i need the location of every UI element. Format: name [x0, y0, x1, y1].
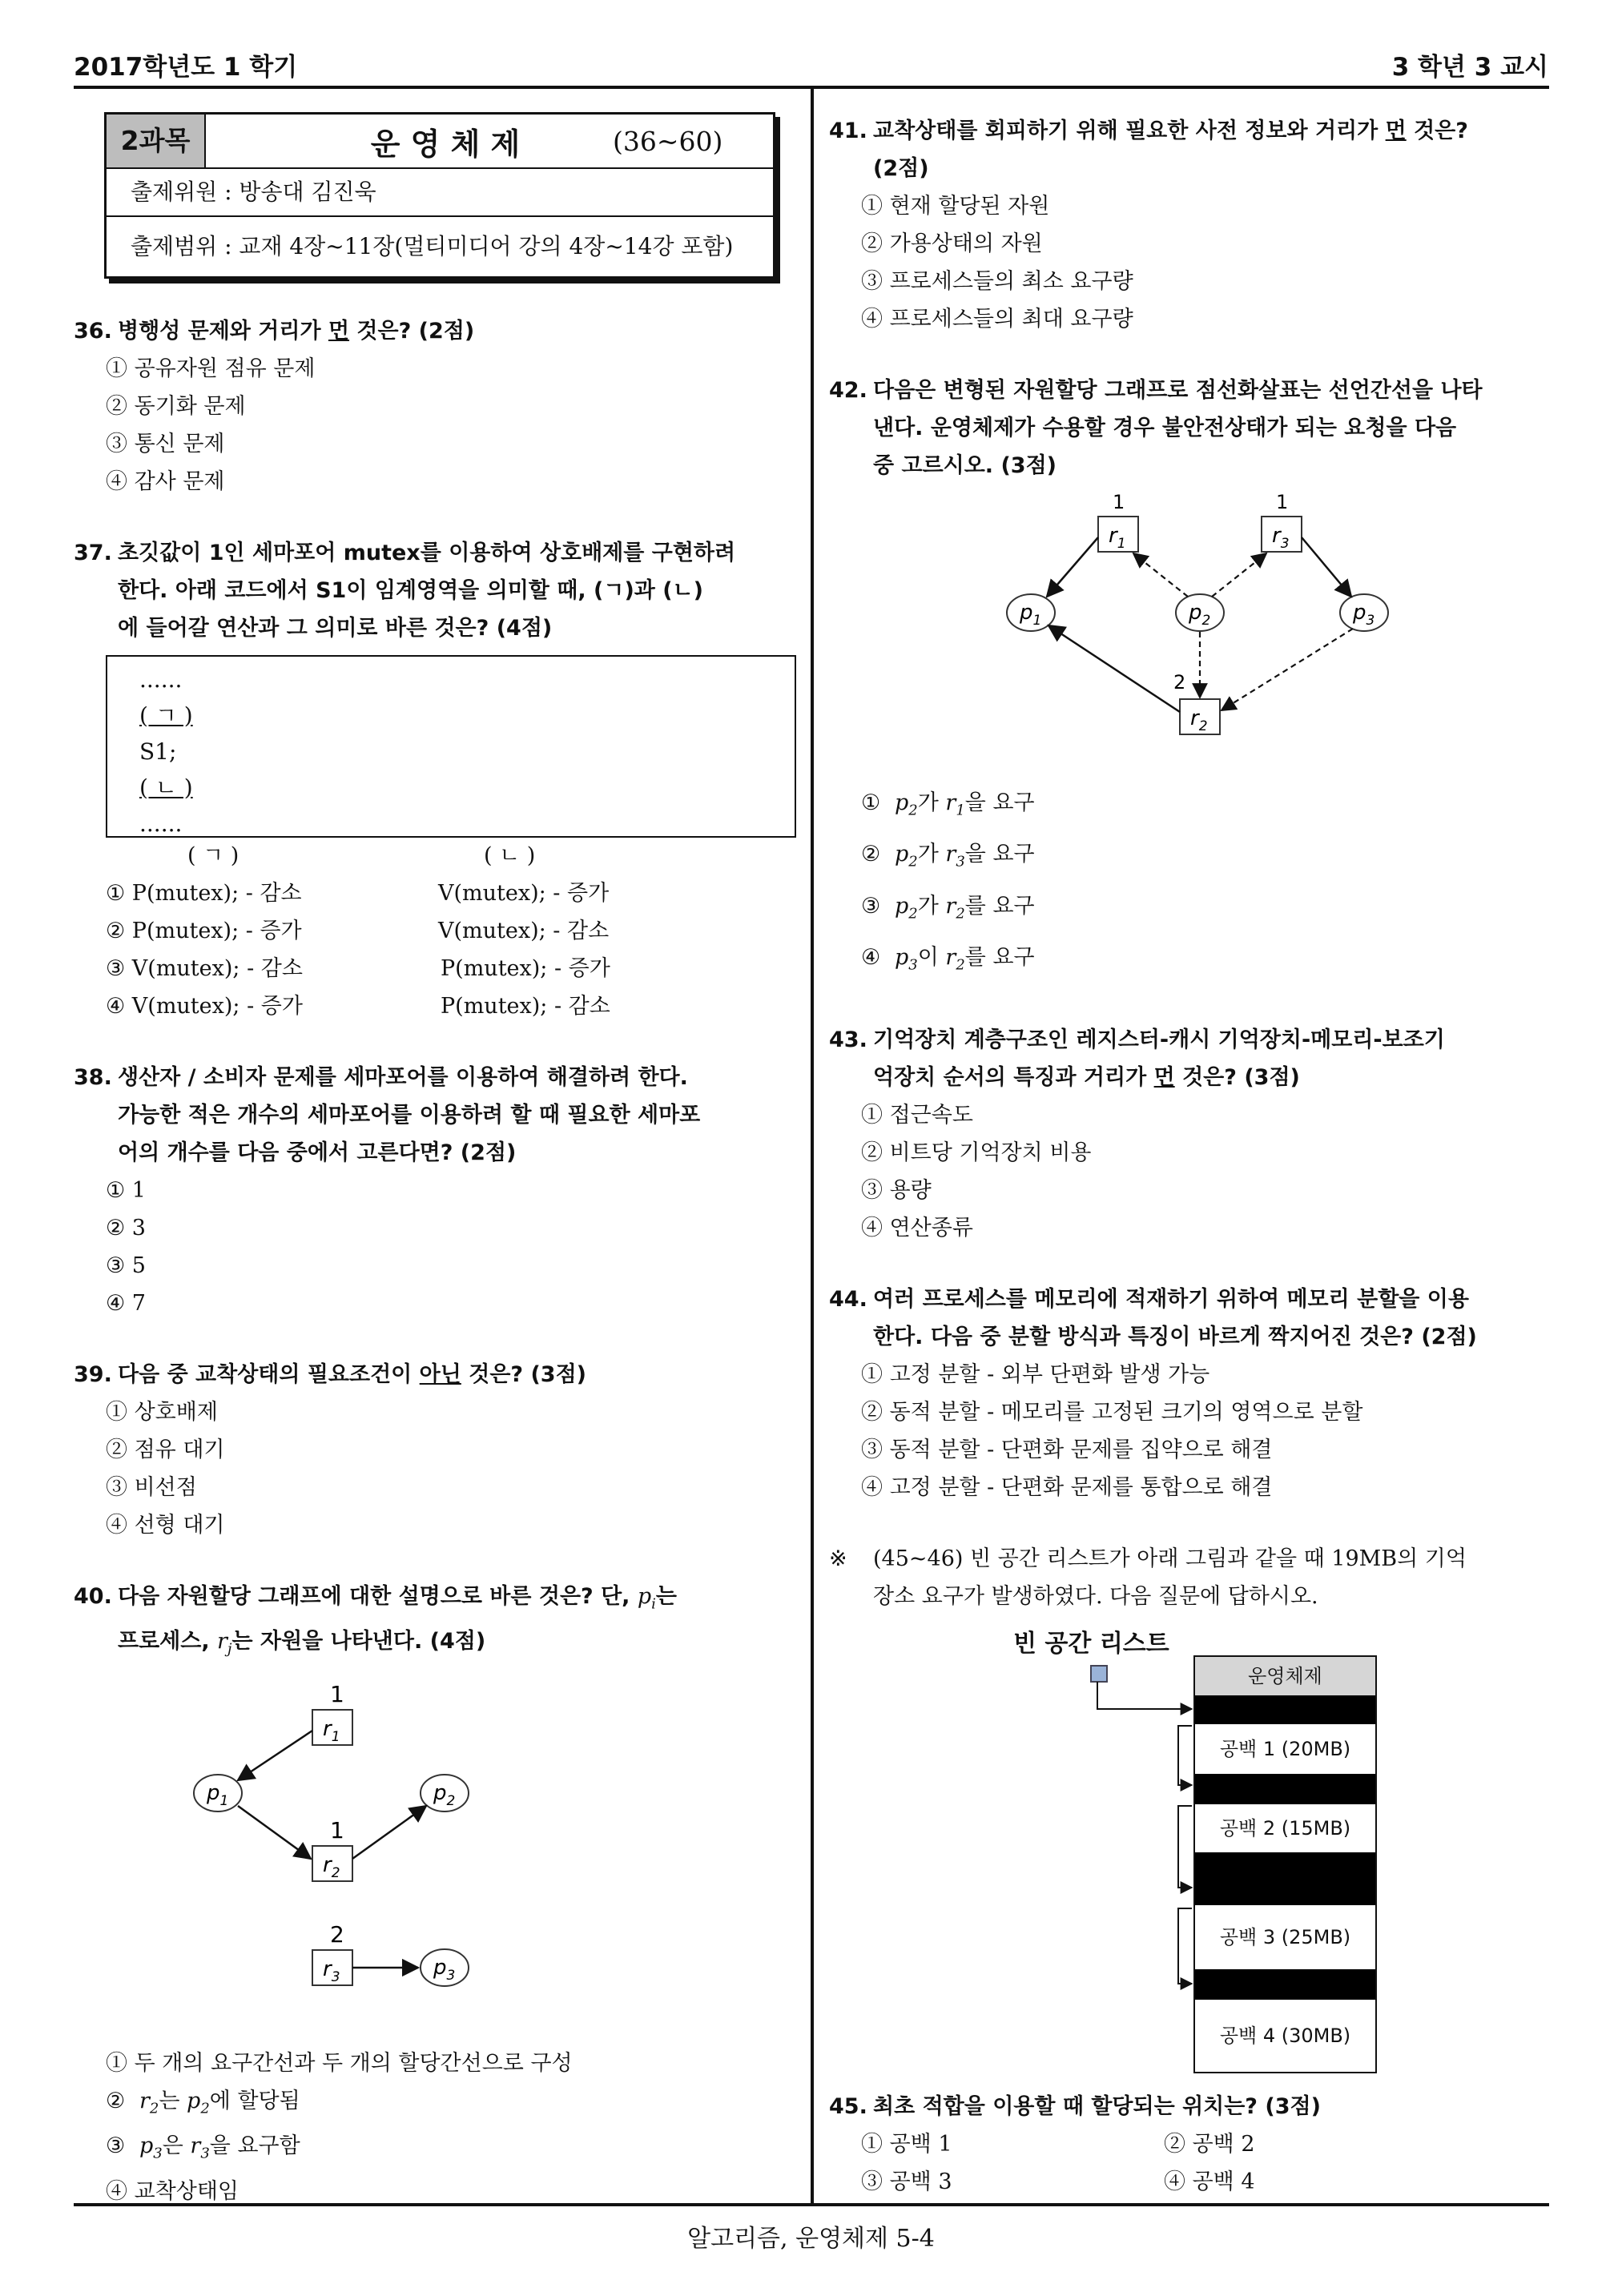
- question-42: [829, 372, 1554, 987]
- free-list-pointers: [829, 1615, 1554, 2088]
- question-44: [829, 1281, 1554, 1506]
- choice-4[interactable]: ④ 연산종류: [861, 1215, 973, 1240]
- choice-3[interactable]: ③ 프로세스들의 최소 요구량: [861, 269, 1133, 294]
- note-mark: ※: [829, 1546, 847, 1571]
- node-label-r2: r: [323, 1852, 332, 1877]
- hole-1: 공백 1 (20MB): [1195, 1724, 1375, 1774]
- question-39: [74, 1356, 799, 1544]
- question-text-line: 다음은 변형된 자원할당 그래프로 점선화살표는 선언간선을 나타: [873, 378, 1483, 403]
- code-box: [106, 655, 796, 838]
- hole-2: 공백 2 (15MB): [1195, 1804, 1375, 1852]
- choice-4[interactable]: ④ 공백 4: [1164, 2169, 1255, 2194]
- choice-2[interactable]: [74, 912, 799, 950]
- question-text-line: 기억장치 계층구조인 레지스터-캐시 기억장치-메모리-보조기: [873, 1027, 1445, 1052]
- node-subscript: 1: [219, 1792, 229, 1809]
- subject-scope: 출제범위 : 교재 4장~11장(멀티미디어 강의 4장~14강 포함): [131, 233, 734, 259]
- symbol-rj: $r_j$: [217, 1629, 232, 1658]
- choice-2[interactable]: ② 비트당 기억장치 비용: [861, 1140, 1092, 1165]
- question-45: [829, 2088, 1554, 2201]
- choice-4[interactable]: ④ 프로세스들의 최대 요구량: [861, 307, 1133, 332]
- question-41: [829, 112, 1554, 338]
- choice-3[interactable]: ③ $p_3$은 $r_3$을 요구함: [106, 2133, 300, 2162]
- node-label-r1: r: [1109, 524, 1117, 548]
- question-text: 다음 자원할당 그래프에 대한 설명으로 바른 것은? 단,: [118, 1584, 638, 1609]
- claim-edge-p2-r1: [1133, 553, 1188, 597]
- node-subscript: 3: [1280, 536, 1290, 552]
- choice-1[interactable]: ① 현재 할당된 자원: [861, 194, 1050, 219]
- column-divider: [811, 89, 814, 2203]
- choice-3[interactable]: ③ 5: [106, 1253, 146, 1278]
- question-text-line: 중 고르시오. (3점): [873, 453, 1057, 478]
- question-text-end: 것은? (3점): [1174, 1064, 1300, 1090]
- question-text-end: 것은? (2점): [349, 319, 475, 344]
- question-text: 다음 중 교착상태의 필요조건이: [118, 1362, 420, 1387]
- node-subscript: 1: [1117, 536, 1126, 552]
- subject-author: 출제위원 : 방송대 김진욱: [107, 169, 773, 217]
- question-emphasis: 먼: [328, 319, 350, 344]
- column-header-a: ( ㄱ ): [187, 843, 239, 868]
- free-list-label: 빈 공간 리스트: [1013, 1629, 1169, 1658]
- edge-p1-r2: [238, 1806, 311, 1859]
- claim-edge-graph-q42: [829, 485, 1554, 781]
- choice-3[interactable]: [74, 950, 799, 987]
- question-text: 는 자원을 나타낸다. (4점): [231, 1629, 486, 1655]
- choice-part-b: V(mutex); - 감소: [438, 919, 610, 943]
- node-subscript: 3: [1366, 613, 1375, 629]
- node-subscript: 2: [446, 1792, 456, 1809]
- choice-part-b: P(mutex); - 감소: [441, 994, 610, 1019]
- question-text: 교착상태를 회피하기 위해 필요한 사전 정보와 거리가: [873, 119, 1386, 143]
- question-emphasis: 먼: [1153, 1064, 1175, 1090]
- choice-3[interactable]: ③ $p_2$가 $r_2$를 요구: [861, 893, 1035, 923]
- question-37: [74, 534, 799, 1025]
- question-43: [829, 1021, 1554, 1247]
- code-line-blank-b: ( ㄴ ): [139, 774, 193, 801]
- question-36: [74, 312, 799, 501]
- code-line: S1;: [139, 738, 177, 765]
- question-text-line: 생산자 / 소비자 문제를 세마포어를 이용하여 해결하려 한다.: [118, 1065, 688, 1090]
- choice-part-a: ③ V(mutex); - 감소: [106, 956, 303, 981]
- instruction-note: [829, 1540, 1554, 1615]
- code-line: ......: [139, 666, 183, 693]
- choice-part-a: ① P(mutex); - 감소: [106, 881, 302, 906]
- choice-1[interactable]: ① 상호배제: [106, 1400, 218, 1425]
- node-label-p2: p: [1189, 601, 1202, 625]
- hole-3: 공백 3 (25MB): [1195, 1905, 1375, 1969]
- question-text-end: 것은?: [1406, 119, 1468, 143]
- free-space-list-figure: [829, 1615, 1554, 2088]
- question-text-line: 한다. 다음 중 분할 방식과 특징이 바르게 짝지어진 것은? (2점): [873, 1324, 1477, 1349]
- claim-edge-p3-r2: [1222, 629, 1353, 710]
- choice-2[interactable]: ② 3: [106, 1216, 146, 1240]
- question-40: [74, 1578, 799, 2210]
- choice-4[interactable]: ④ $p_3$이 $r_2$를 요구: [861, 945, 1035, 974]
- note-text-line: 장소 요구가 발생하였다. 다음 질문에 답하시오.: [873, 1583, 1318, 1609]
- question-number: 43.: [829, 1027, 867, 1052]
- question-number: 42.: [829, 378, 867, 403]
- subject-title: 운 영 체 제: [370, 126, 521, 162]
- exam-term: 2017학년도 1 학기: [74, 53, 298, 82]
- question-number: 39.: [74, 1362, 112, 1387]
- choice-3[interactable]: ③ 비선점: [106, 1475, 197, 1500]
- edge-r1-p1: [1047, 537, 1098, 597]
- os-region: 운영체제: [1195, 1657, 1375, 1695]
- choice-1[interactable]: ① $p_2$가 $r_1$을 요구: [861, 790, 1035, 819]
- node-subscript: 2: [1201, 613, 1211, 629]
- choice-1[interactable]: ① 고정 분할 - 외부 단편화 발생 가능: [861, 1361, 1210, 1387]
- question-text-line: 여러 프로세스를 메모리에 적재하기 위하여 메모리 분할을 이용: [873, 1286, 1469, 1312]
- code-line: ......: [139, 810, 183, 837]
- question-number: 40.: [74, 1584, 112, 1609]
- choice-4[interactable]: ④ 감사 문제: [106, 469, 225, 494]
- node-subscript: 1: [331, 1728, 340, 1745]
- node-subscript: 3: [331, 1968, 340, 1985]
- edge-r3-p3: [1302, 537, 1351, 597]
- choice-2[interactable]: ② $r_2$는 $p_2$에 할당됨: [106, 2088, 300, 2117]
- node-label-r2: r: [1190, 706, 1199, 730]
- choice-1[interactable]: ① 공백 1: [861, 2131, 952, 2157]
- node-label-p3: p: [433, 1955, 447, 1980]
- choice-4[interactable]: ④ 선형 대기: [106, 1513, 225, 1538]
- code-line-blank-a: ( ㄱ ): [139, 702, 193, 729]
- question-text-line: 가능한 적은 개수의 세마포어를 이용하려 할 때 필요한 세마포: [118, 1103, 701, 1128]
- choice-4[interactable]: [74, 987, 799, 1025]
- choice-part-a: ④ V(mutex); - 증가: [106, 994, 303, 1019]
- choice-1[interactable]: ① 접근속도: [861, 1102, 973, 1128]
- node-subscript: 1: [1032, 613, 1042, 629]
- question-range: (36~60): [613, 125, 723, 157]
- instance-count-r3: 1: [1276, 491, 1289, 513]
- node-subscript: 2: [331, 1864, 340, 1881]
- choice-3[interactable]: ③ 동적 분할 - 단편화 문제를 집약으로 해결: [861, 1437, 1273, 1462]
- question-number: 41.: [829, 119, 867, 143]
- pointer-to-hole-1: [1097, 1682, 1192, 1709]
- pointer-hole1-to-hole2: [1178, 1726, 1192, 1785]
- node-label-r3: r: [323, 1956, 332, 1981]
- resource-allocation-graph-q40: [74, 1668, 799, 2045]
- choice-2[interactable]: ② 점유 대기: [106, 1438, 225, 1462]
- hole-4: 공백 4 (30MB): [1195, 2000, 1375, 2072]
- page-footer: 알고리즘, 운영체제 5-4: [687, 2225, 935, 2253]
- note-text-line: (45~46) 빈 공간 리스트가 아래 그림과 같을 때 19MB의 기억: [873, 1546, 1467, 1571]
- choice-3[interactable]: ③ 용량: [861, 1177, 932, 1203]
- choice-1[interactable]: [74, 875, 799, 912]
- choice-2[interactable]: ② $p_2$가 $r_3$을 요구: [861, 842, 1035, 871]
- choice-1[interactable]: ① 1: [106, 1178, 146, 1203]
- edge-r2-p2: [352, 1806, 426, 1859]
- question-text-line: 어의 개수를 다음 중에서 고른다면? (2점): [118, 1140, 517, 1165]
- instance-count-r2: 2: [1173, 671, 1186, 694]
- choice-1[interactable]: ① 공유자원 점유 문제: [106, 356, 316, 381]
- node-label-r1: r: [323, 1716, 332, 1741]
- question-text: 최초 적합을 이용할 때 할당되는 위치는? (3점): [873, 2093, 1321, 2119]
- node-subscript: 3: [446, 1967, 456, 1984]
- pointer-hole3-to-hole4: [1178, 1908, 1192, 1984]
- node-label-r3: r: [1272, 524, 1281, 548]
- node-label-p1: p: [207, 1780, 220, 1805]
- column-header-b: ( ㄴ ): [484, 843, 536, 868]
- question-number: 36.: [74, 319, 112, 344]
- question-text-line: 낸다. 운영체제가 수용할 경우 불안전상태가 되는 요청을 다음: [873, 416, 1457, 440]
- question-text: 프로세스,: [118, 1629, 217, 1655]
- pointer-hole2-to-hole3: [1178, 1806, 1192, 1888]
- node-subscript: 2: [1198, 718, 1208, 734]
- choice-part-b: P(mutex); - 증가: [441, 956, 610, 981]
- question-text: 는: [655, 1584, 677, 1609]
- instance-count-r1: 1: [1113, 491, 1125, 513]
- edge-r1-p1: [238, 1731, 312, 1780]
- instance-count-r3: 2: [330, 1920, 344, 1948]
- exam-period: 3 학년 3 교시: [1391, 53, 1548, 82]
- choice-row-2: [829, 2163, 1554, 2201]
- question-number: 45.: [829, 2093, 867, 2119]
- subject-box: [104, 112, 775, 279]
- node-label-p3: p: [1353, 601, 1366, 625]
- question-emphasis: 아닌: [419, 1362, 461, 1387]
- question-number: 44.: [829, 1286, 867, 1312]
- choice-2[interactable]: ② 동적 분할 - 메모리를 고정된 크기의 영역으로 분할: [861, 1399, 1363, 1425]
- choice-2[interactable]: ② 동기화 문제: [106, 394, 246, 419]
- choice-2[interactable]: ② 가용상태의 자원: [861, 231, 1043, 256]
- question-emphasis: 먼: [1385, 119, 1407, 143]
- node-label-p2: p: [433, 1780, 447, 1805]
- choice-part-a: ② P(mutex); - 증가: [106, 919, 302, 943]
- question-points: (2점): [873, 156, 929, 181]
- edge-r2-p1: [1048, 625, 1180, 712]
- choice-part-b: V(mutex); - 증가: [438, 881, 610, 906]
- choice-2[interactable]: ② 공백 2: [1164, 2131, 1255, 2157]
- node-label-p1: p: [1020, 601, 1033, 625]
- instance-count-r1: 1: [330, 1680, 344, 1707]
- subject-code: 2과목: [107, 115, 206, 167]
- question-text: 억장치 순서의 특징과 거리가: [873, 1064, 1154, 1090]
- choice-4[interactable]: ④ 7: [106, 1291, 146, 1316]
- choice-3[interactable]: ③ 통신 문제: [106, 432, 225, 456]
- choice-4[interactable]: ④ 고정 분할 - 단편화 문제를 통합으로 해결: [861, 1474, 1273, 1500]
- question-38: [74, 1059, 799, 1322]
- question-text: 병행성 문제와 거리가: [118, 319, 328, 344]
- question-text-end: 것은? (3점): [461, 1362, 587, 1387]
- choice-row-1: [829, 2125, 1554, 2163]
- choice-1[interactable]: ① 두 개의 요구간선과 두 개의 할당간선으로 구성: [106, 2050, 573, 2076]
- choice-3[interactable]: ③ 공백 3: [861, 2169, 952, 2194]
- instance-count-r2: 1: [330, 1816, 344, 1844]
- question-number: 37.: [74, 541, 112, 565]
- choice-4[interactable]: ④ 교착상태임: [106, 2178, 239, 2204]
- question-text-line: 한다. 아래 코드에서 S1이 임계영역을 의미할 때, (ㄱ)과 (ㄴ): [118, 578, 704, 603]
- claim-edge-p2-r3: [1212, 553, 1266, 597]
- question-number: 38.: [74, 1065, 112, 1090]
- symbol-pi: $p_i$: [637, 1584, 656, 1613]
- question-text-line: 초깃값이 1인 세마포어 mutex를 이용하여 상호배제를 구현하려: [118, 541, 736, 565]
- question-text-line: 에 들어갈 연산과 그 의미로 바른 것은? (4점): [118, 616, 553, 641]
